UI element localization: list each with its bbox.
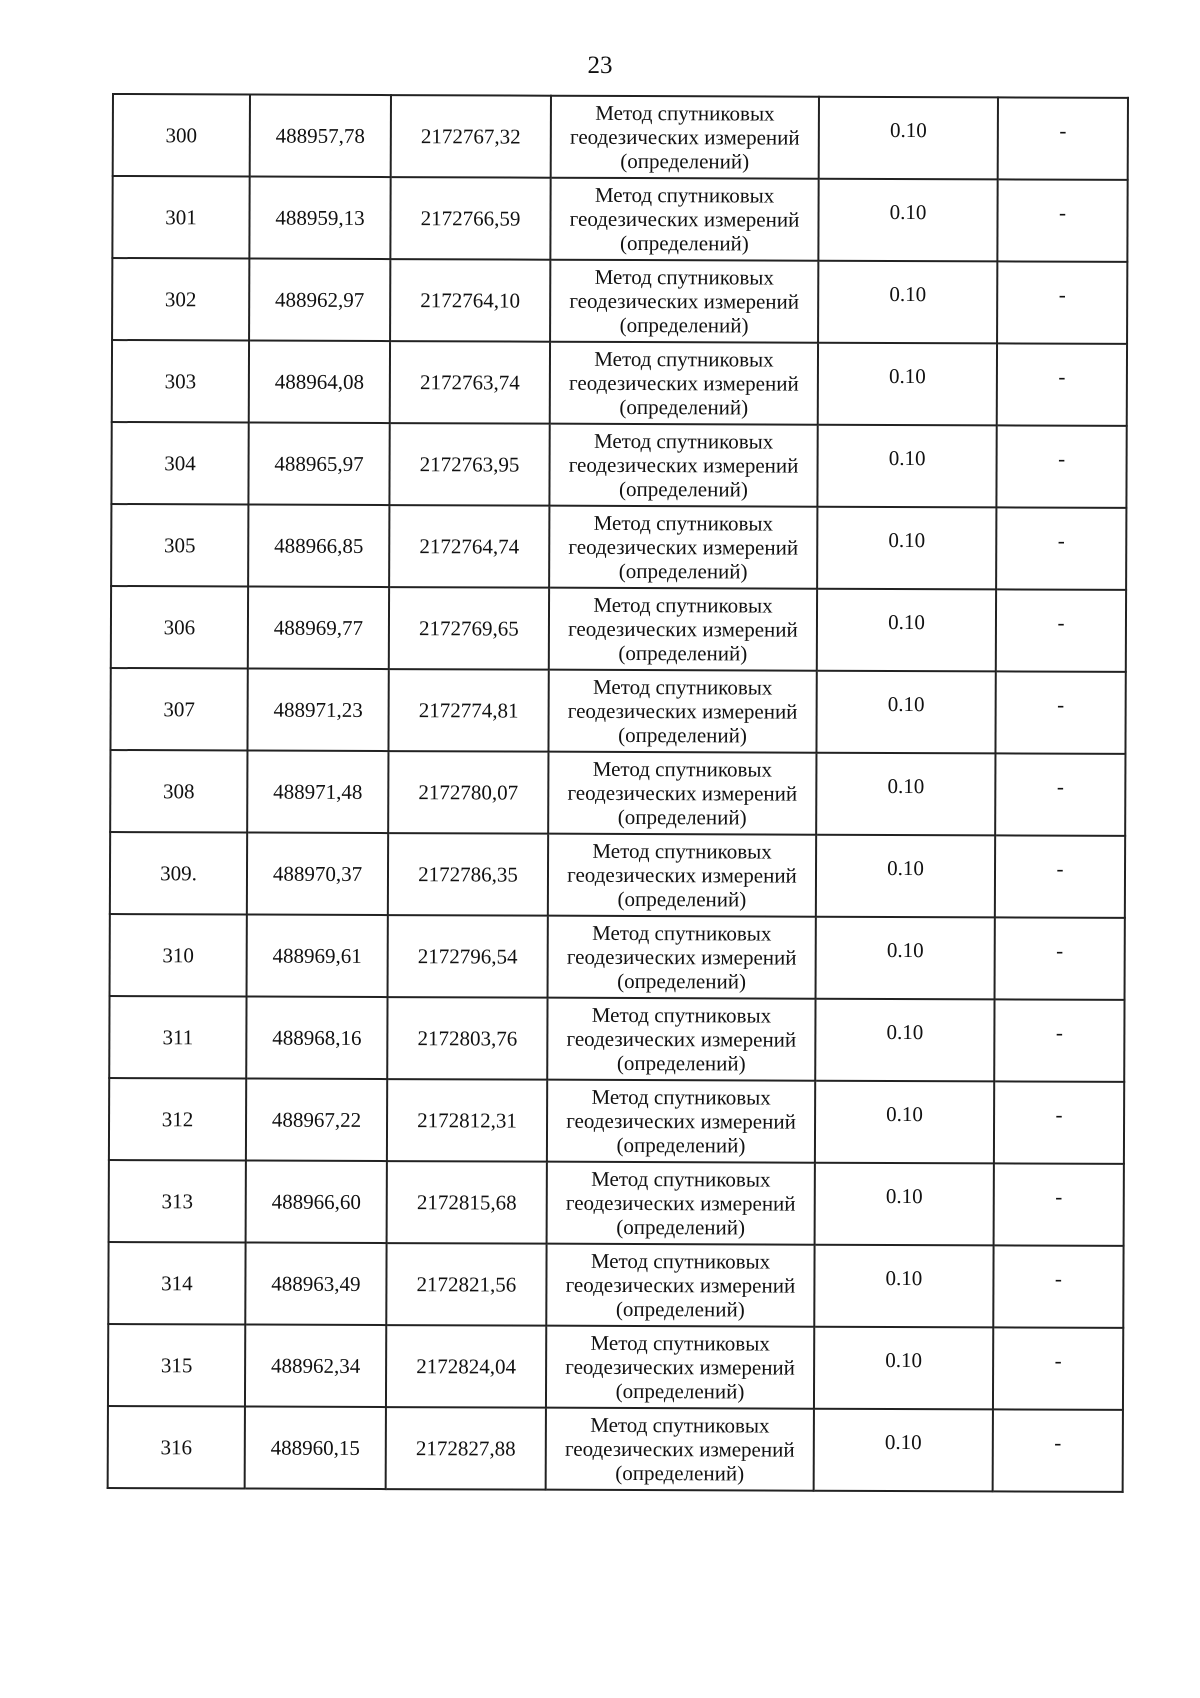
note-cell: - <box>993 1327 1123 1409</box>
y-coordinate-cell: 2172766,59 <box>390 177 550 260</box>
table-row <box>110 668 1125 754</box>
x-coordinate-cell: 488965,97 <box>248 423 389 506</box>
note-cell: - <box>996 507 1126 589</box>
table-row <box>109 1160 1124 1246</box>
method-cell: Метод спутниковых геодезических измерений (определений) <box>551 96 819 179</box>
method-cell: Метод спутниковых геодезических измерений (определений) <box>548 916 816 999</box>
point-number-cell: 314 <box>108 1242 245 1325</box>
y-coordinate-cell: 2172763,95 <box>389 423 549 506</box>
accuracy-cell: 0.10 <box>817 507 996 590</box>
method-cell: Метод спутниковых геодезических измерений (определений) <box>546 1326 814 1409</box>
method-cell: Метод спутниковых геодезических измерений (определений) <box>546 1244 814 1327</box>
point-number-cell: 311 <box>109 996 246 1079</box>
point-number-cell: 303 <box>112 340 249 423</box>
y-coordinate-cell: 2172767,32 <box>391 95 551 178</box>
y-coordinate-cell: 2172803,76 <box>387 997 547 1080</box>
y-coordinate-cell: 2172815,68 <box>387 1161 547 1244</box>
note-cell: - <box>994 999 1124 1081</box>
note-cell: - <box>993 1409 1123 1491</box>
coordinates-table-body <box>108 94 1128 1492</box>
y-coordinate-cell: 2172827,88 <box>386 1407 546 1490</box>
note-cell: - <box>994 1081 1124 1163</box>
note-cell: - <box>993 1245 1123 1327</box>
table-row <box>109 1078 1124 1164</box>
accuracy-cell: 0.10 <box>818 343 997 426</box>
point-number-cell: 301 <box>112 176 249 259</box>
accuracy-cell: 0.10 <box>816 671 995 754</box>
table-row <box>108 1406 1123 1492</box>
x-coordinate-cell: 488969,61 <box>247 915 388 998</box>
x-coordinate-cell: 488971,48 <box>247 751 388 834</box>
accuracy-cell: 0.10 <box>818 261 997 344</box>
point-number-cell: 307 <box>110 668 247 751</box>
note-cell: - <box>995 835 1125 917</box>
point-number-cell: 308 <box>110 750 247 833</box>
note-cell: - <box>997 261 1127 343</box>
note-cell: - <box>996 425 1126 507</box>
coordinates-table-wrapper <box>107 93 1127 1493</box>
table-row <box>112 176 1127 262</box>
point-number-cell: 315 <box>108 1324 245 1407</box>
note-cell: - <box>995 917 1125 999</box>
y-coordinate-cell: 2172764,10 <box>390 259 550 342</box>
accuracy-cell: 0.10 <box>819 97 998 180</box>
method-cell: Метод спутниковых геодезических измерений (определений) <box>549 424 817 507</box>
note-cell: - <box>998 97 1128 179</box>
method-cell: Метод спутниковых геодезических измерений (определений) <box>548 834 816 917</box>
method-cell: Метод спутниковых геодезических измерений (определений) <box>548 752 816 835</box>
x-coordinate-cell: 488968,16 <box>246 997 387 1080</box>
table-row <box>112 258 1127 344</box>
point-number-cell: 306 <box>111 586 248 669</box>
y-coordinate-cell: 2172796,54 <box>388 915 548 998</box>
table-row <box>108 1242 1123 1328</box>
table-row <box>110 832 1125 918</box>
accuracy-cell: 0.10 <box>817 425 996 508</box>
table-row <box>110 914 1125 1000</box>
accuracy-cell: 0.10 <box>816 835 995 918</box>
y-coordinate-cell: 2172769,65 <box>389 587 549 670</box>
point-number-cell: 304 <box>111 422 248 505</box>
x-coordinate-cell: 488969,77 <box>248 587 389 670</box>
y-coordinate-cell: 2172763,74 <box>390 341 550 424</box>
accuracy-cell: 0.10 <box>816 917 995 1000</box>
accuracy-cell: 0.10 <box>818 179 997 262</box>
note-cell: - <box>995 753 1125 835</box>
method-cell: Метод спутниковых геодезических измерений (определений) <box>548 670 816 753</box>
note-cell: - <box>996 589 1126 671</box>
table-row <box>112 340 1127 426</box>
x-coordinate-cell: 488963,49 <box>245 1243 386 1326</box>
accuracy-cell: 0.10 <box>814 1327 993 1410</box>
point-number-cell: 305 <box>111 504 248 587</box>
point-number-cell: 310 <box>110 914 247 997</box>
y-coordinate-cell: 2172774,81 <box>388 669 548 752</box>
method-cell: Метод спутниковых геодезических измерений (определений) <box>547 1080 815 1163</box>
point-number-cell: 316 <box>108 1406 245 1489</box>
point-number-cell: 312 <box>109 1078 246 1161</box>
accuracy-cell: 0.10 <box>815 999 994 1082</box>
x-coordinate-cell: 488971,23 <box>247 669 388 752</box>
accuracy-cell: 0.10 <box>816 753 995 836</box>
point-number-cell: 300 <box>113 94 250 177</box>
method-cell: Метод спутниковых геодезических измерений (определений) <box>549 506 817 589</box>
table-row <box>109 996 1124 1082</box>
coordinates-table <box>107 93 1129 1493</box>
point-number-cell: 313 <box>109 1160 246 1243</box>
y-coordinate-cell: 2172764,74 <box>389 505 549 588</box>
x-coordinate-cell: 488962,97 <box>249 259 390 342</box>
y-coordinate-cell: 2172812,31 <box>387 1079 547 1162</box>
y-coordinate-cell: 2172780,07 <box>388 751 548 834</box>
x-coordinate-cell: 488967,22 <box>246 1079 387 1162</box>
page-number: 23 <box>587 52 613 79</box>
method-cell: Метод спутниковых геодезических измерений (определений) <box>547 1162 815 1245</box>
y-coordinate-cell: 2172824,04 <box>386 1325 546 1408</box>
x-coordinate-cell: 488959,13 <box>249 177 390 260</box>
point-number-cell: 309. <box>110 832 247 915</box>
table-row <box>110 750 1125 836</box>
y-coordinate-cell: 2172786,35 <box>388 833 548 916</box>
table-row <box>111 422 1126 508</box>
y-coordinate-cell: 2172821,56 <box>386 1243 546 1326</box>
method-cell: Метод спутниковых геодезических измерений (определений) <box>549 588 817 671</box>
method-cell: Метод спутниковых геодезических измерений (определений) <box>550 178 818 261</box>
method-cell: Метод спутниковых геодезических измерений (определений) <box>550 260 818 343</box>
note-cell: - <box>995 671 1125 753</box>
point-number-cell: 302 <box>112 258 249 341</box>
accuracy-cell: 0.10 <box>814 1409 993 1492</box>
method-cell: Метод спутниковых геодезических измерений (определений) <box>550 342 818 425</box>
x-coordinate-cell: 488960,15 <box>245 1407 386 1490</box>
table-row <box>108 1324 1123 1410</box>
x-coordinate-cell: 488966,85 <box>248 505 389 588</box>
table-row <box>113 94 1128 180</box>
x-coordinate-cell: 488964,08 <box>249 341 390 424</box>
table-row <box>111 504 1126 590</box>
x-coordinate-cell: 488962,34 <box>245 1325 386 1408</box>
note-cell: - <box>994 1163 1124 1245</box>
note-cell: - <box>997 179 1127 261</box>
x-coordinate-cell: 488970,37 <box>247 833 388 916</box>
method-cell: Метод спутниковых геодезических измерений (определений) <box>546 1408 814 1491</box>
accuracy-cell: 0.10 <box>815 1163 994 1246</box>
table-row <box>111 586 1126 672</box>
note-cell: - <box>997 343 1127 425</box>
method-cell: Метод спутниковых геодезических измерений (определений) <box>547 998 815 1081</box>
x-coordinate-cell: 488966,60 <box>246 1161 387 1244</box>
accuracy-cell: 0.10 <box>817 589 996 672</box>
accuracy-cell: 0.10 <box>814 1245 993 1328</box>
x-coordinate-cell: 488957,78 <box>250 95 391 178</box>
accuracy-cell: 0.10 <box>815 1081 994 1164</box>
